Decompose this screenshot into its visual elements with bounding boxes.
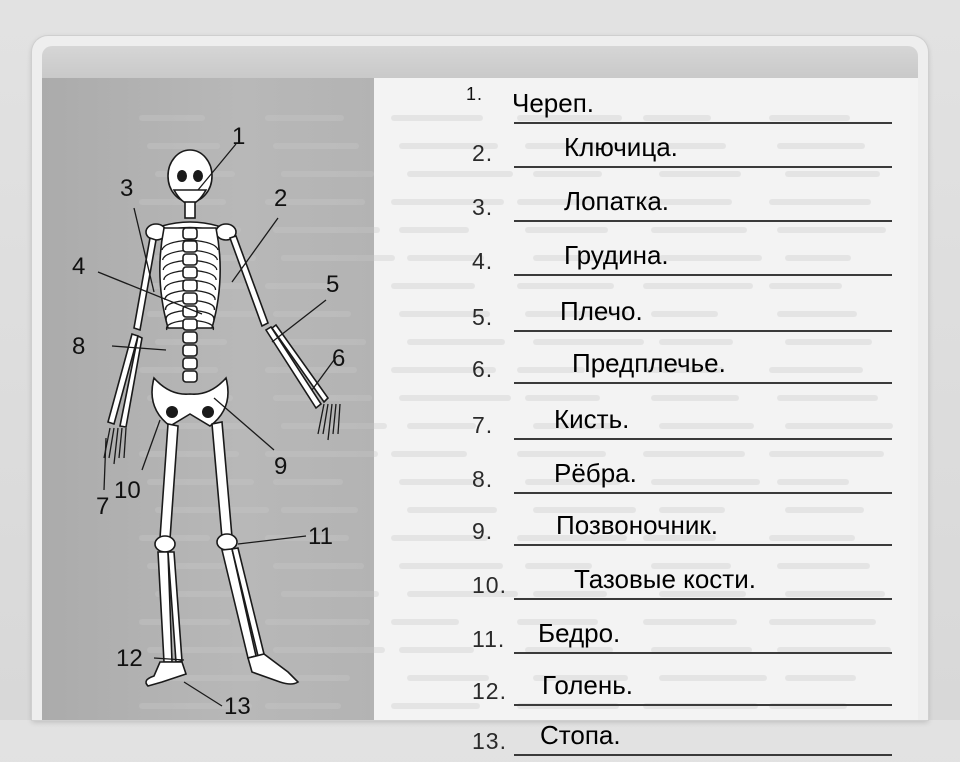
screenshot-frame — [32, 36, 928, 754]
vertebra — [183, 228, 197, 239]
callout-8: 8 — [72, 333, 86, 360]
answer-line — [514, 598, 892, 600]
callout-3: 3 — [120, 175, 134, 202]
vertebra — [183, 332, 197, 343]
label-row-4 — [442, 228, 912, 282]
skull — [168, 150, 212, 218]
label-row-6 — [442, 336, 912, 390]
vertebra — [183, 241, 197, 252]
answer-line — [514, 438, 892, 440]
callout-6: 6 — [332, 345, 346, 372]
answer-line — [514, 382, 892, 384]
callout-2: 2 — [274, 185, 288, 212]
answer-line — [514, 652, 892, 654]
window-top-bar — [42, 46, 918, 78]
label-number: 11. — [472, 626, 506, 652]
handwritten-answer: Бедро. — [538, 618, 621, 648]
label-number: 7. — [472, 412, 494, 438]
label-row-7 — [442, 392, 912, 446]
vertebra — [183, 267, 197, 278]
vertebra — [183, 358, 197, 369]
label-number: 10. — [472, 572, 507, 598]
answer-line — [514, 492, 892, 494]
vertebra — [183, 345, 197, 356]
handwritten-answer: Ключица. — [564, 132, 678, 162]
handwritten-answer: Череп. — [512, 88, 595, 118]
skeleton-diagram — [42, 78, 442, 720]
finger — [338, 404, 340, 434]
legs — [155, 422, 264, 662]
callout-9: 9 — [274, 453, 288, 480]
label-row-11 — [442, 606, 912, 660]
vertebra — [183, 293, 197, 304]
label-number: 6. — [472, 356, 494, 382]
label-number: 9. — [472, 518, 494, 544]
handwritten-answer: Предплечье. — [572, 348, 726, 378]
finger — [124, 428, 126, 458]
callout-5: 5 — [326, 271, 340, 298]
handwritten-answer: Позвоночник. — [556, 510, 719, 540]
label-number: 4. — [472, 248, 494, 274]
callout-13: 13 — [224, 693, 251, 720]
label-number: 2. — [472, 140, 494, 166]
label-number: 1. — [466, 84, 484, 104]
label-number: 8. — [472, 466, 494, 492]
callout-11: 11 — [308, 523, 333, 550]
callout-12: 12 — [116, 645, 143, 672]
callout-7: 7 — [96, 493, 110, 520]
handwritten-answer: Грудина. — [564, 240, 669, 270]
pelvis — [152, 378, 228, 426]
label-row-12 — [442, 658, 912, 712]
answer-line — [514, 754, 892, 756]
label-number: 3. — [472, 194, 494, 220]
handwritten-answer: Плечо. — [560, 296, 643, 326]
answer-line — [514, 704, 892, 706]
vertebra — [183, 254, 197, 265]
label-number: 12. — [472, 678, 507, 704]
callout-1: 1 — [232, 123, 246, 150]
answer-line — [514, 274, 892, 276]
finger — [333, 404, 336, 434]
finger — [114, 428, 118, 464]
label-row-13 — [442, 708, 912, 762]
label-number: 13. — [472, 728, 507, 754]
answer-line — [514, 166, 892, 168]
label-row-5 — [442, 284, 912, 338]
label-row-2 — [442, 120, 912, 174]
label-row-10 — [442, 552, 912, 606]
label-number: 5. — [472, 304, 494, 330]
callout-4: 4 — [72, 253, 86, 280]
handwritten-answer: Стопа. — [540, 720, 621, 750]
answer-line — [514, 544, 892, 546]
finger — [119, 428, 122, 458]
vertebra — [183, 371, 197, 382]
vertebra — [183, 280, 197, 291]
label-row-3 — [442, 174, 912, 228]
handwritten-answer: Тазовые кости. — [574, 564, 756, 594]
handwritten-answer: Лопатка. — [564, 186, 670, 216]
answer-line — [514, 220, 892, 222]
label-row-9 — [442, 498, 912, 552]
handwritten-answer: Кисть. — [554, 404, 630, 434]
bone-label-list — [442, 78, 918, 754]
callout-10: 10 — [114, 477, 141, 504]
finger — [328, 404, 332, 440]
worksheet-page — [42, 78, 918, 754]
handwritten-answer: Голень. — [542, 670, 633, 700]
answer-line — [514, 330, 892, 332]
vertebra — [183, 319, 197, 330]
handwritten-answer: Рёбра. — [554, 458, 637, 488]
label-row-8 — [442, 446, 912, 500]
